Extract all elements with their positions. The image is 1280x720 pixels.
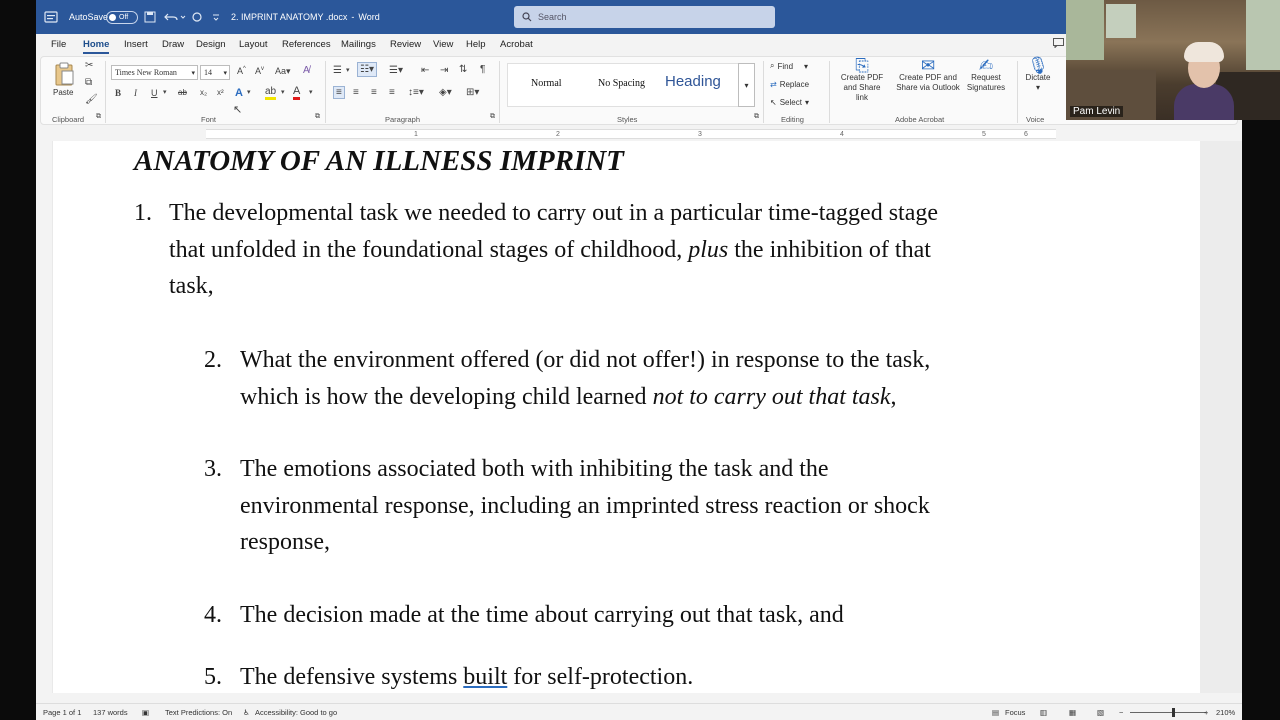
create-pdf-share-link-button[interactable] [837, 56, 887, 103]
print-layout-icon[interactable]: ▦ [1069, 708, 1077, 717]
select-label: Select [779, 98, 802, 107]
format-painter-icon[interactable]: 🖌 [85, 94, 98, 105]
vertical-scrollbar[interactable] [1200, 141, 1242, 693]
list-text-segment: that unfolded in the foundational stages of childhood, [169, 236, 689, 263]
list-text-line: environmental response, including an imprinted stress reaction or shock [240, 492, 930, 519]
styles-launcher-icon[interactable]: ⧉ [754, 113, 759, 120]
tab-design[interactable]: Design [196, 39, 226, 50]
mouse-cursor-icon: ↖ [233, 104, 243, 116]
list-text-line: The developmental task we needed to carry out in a particular time-tagged stage [169, 200, 939, 226]
ribbon-tabs [36, 34, 1242, 56]
create-pdf-line2: and Share link [843, 83, 881, 102]
paragraph-group-label: Paragraph [385, 115, 421, 124]
tab-layout[interactable]: Layout [239, 39, 268, 50]
request-line2: Signatures [966, 83, 1006, 92]
list-text-segment: The defensive systems [240, 664, 464, 690]
list-text-segment: for self-protection. [507, 664, 694, 690]
participant-name: Pam Levin [1070, 106, 1123, 117]
tab-acrobat[interactable]: Acrobat [500, 39, 533, 50]
webcam-thumbnail[interactable] [1066, 0, 1280, 120]
document-title: ANATOMY OF AN ILLNESS IMPRINT [134, 145, 624, 177]
bold-icon[interactable]: B [115, 88, 122, 98]
zoom-watermark: zoom [1100, 645, 1180, 683]
cut-icon[interactable]: ✂ [85, 60, 94, 71]
justify-icon[interactable]: ≡ [389, 87, 395, 98]
list-text-line: The emotions associated both with inhibiting the task and the [240, 456, 829, 482]
list-text-segment: the inhibition of that [728, 236, 931, 263]
horizontal-ruler[interactable] [36, 127, 1242, 141]
underline-icon[interactable]: U [151, 88, 158, 98]
document-area [36, 141, 1242, 693]
create-pdf-outlook-button[interactable] [893, 56, 963, 93]
web-layout-icon[interactable]: ▧ [1097, 708, 1105, 717]
change-case-icon[interactable]: Aa▾ [275, 66, 291, 76]
person-shoulders [1174, 84, 1234, 120]
superscript-icon[interactable]: x² [217, 88, 224, 97]
list-item [204, 597, 1084, 634]
create-pdf-line1: Create PDF [840, 73, 884, 82]
font-color-icon[interactable]: A [293, 86, 300, 100]
list-number: 1. [134, 200, 152, 226]
list-text-line: The decision made at the time about carrying out that task, and [240, 602, 844, 628]
select-button[interactable] [770, 98, 809, 107]
style-normal[interactable]: Normal [531, 78, 562, 89]
cursor-select-icon: ↖ [770, 98, 777, 107]
subscript-icon[interactable]: x₂ [200, 88, 208, 97]
replace-button[interactable] [770, 80, 809, 89]
list-item [204, 451, 1084, 561]
tab-help[interactable]: Help [466, 39, 486, 50]
tab-draw[interactable]: Draw [162, 39, 185, 50]
list-text-segment: which is how the developing child learned [240, 383, 653, 410]
chevron-down-icon: ▾ [804, 98, 809, 107]
list-text-segment: , [890, 383, 897, 410]
ruler-number: 4 [840, 131, 844, 138]
word-logo-icon [44, 0, 58, 34]
accessibility-status[interactable]: Accessibility: Good to go [255, 708, 338, 717]
copy-icon[interactable]: ⧉ [85, 77, 93, 88]
replace-label: Replace [779, 80, 810, 89]
vertical-ruler[interactable] [36, 141, 52, 693]
document-name: 2. IMPRINT ANATOMY .docx [231, 12, 348, 22]
list-text-line: What the environment offered (or did not offer!) in response to the task, [240, 347, 931, 373]
clipboard-group-label: Clipboard [52, 115, 85, 124]
create-outlook-line2: Share via Outlook [896, 83, 960, 92]
tab-mailings[interactable]: Mailings [341, 39, 376, 50]
editing-group-label: Editing [781, 115, 804, 124]
styles-gallery [507, 63, 755, 107]
paste-button[interactable] [53, 61, 75, 97]
list-text-emphasis: not to carry out that task [652, 383, 891, 410]
window-background [1106, 4, 1136, 38]
acrobat-group-label: Adobe Acrobat [895, 115, 945, 124]
italic-icon[interactable]: I [134, 88, 137, 98]
window-background [1066, 0, 1104, 60]
font-name-value: Times New Roman [115, 68, 177, 77]
search-icon: ⌕ [770, 61, 775, 70]
font-group-label: Font [201, 115, 217, 124]
show-formatting-icon[interactable]: ¶ [480, 64, 486, 75]
zoom-slider[interactable] [1130, 712, 1206, 713]
request-line1: Request [971, 73, 1001, 82]
decrease-indent-icon[interactable]: ⇤ [421, 65, 430, 76]
clear-formatting-icon[interactable]: A̸ [303, 65, 310, 76]
font-name-combo[interactable] [111, 65, 198, 80]
chevron-down-icon[interactable]: ▾ [163, 89, 167, 96]
tab-review[interactable]: Review [390, 39, 422, 50]
highlight-icon[interactable]: ab [265, 87, 276, 100]
list-text-line: response, [240, 529, 330, 556]
list-text-emphasis: plus [688, 236, 729, 263]
chevron-down-icon[interactable]: ▾ [247, 89, 251, 96]
styles-more-button[interactable] [738, 63, 755, 107]
tab-home[interactable]: Home [83, 39, 110, 50]
styles-group-label: Styles [617, 115, 638, 124]
find-label: Find [777, 61, 794, 71]
align-center-icon[interactable]: ≡ [353, 87, 359, 98]
dictate-button[interactable] [1019, 56, 1057, 93]
undo-icon[interactable] [164, 0, 178, 34]
find-button[interactable] [770, 61, 808, 71]
font-launcher-icon[interactable]: ⧉ [315, 113, 320, 120]
accessibility-icon[interactable]: ♿ [243, 708, 250, 717]
numbering-icon[interactable]: ☷▾ [357, 62, 377, 77]
clipboard-launcher-icon[interactable]: ⧉ [96, 113, 101, 120]
dictate-label: Dictate [1025, 73, 1051, 82]
chevron-down-icon: ▾ [191, 68, 195, 77]
focus-icon[interactable]: ▤ [992, 708, 1000, 717]
status-bar [36, 703, 1242, 720]
focus-button[interactable]: Focus [1005, 708, 1026, 717]
save-icon[interactable] [144, 0, 156, 34]
redo-icon[interactable] [191, 0, 203, 34]
font-size-value: 14 [204, 68, 212, 77]
paste-label: Paste [53, 88, 74, 97]
document-page[interactable] [53, 141, 1200, 693]
align-left-icon[interactable]: ≡ [333, 86, 345, 99]
list-text-underlined: built [463, 664, 508, 690]
comments-icon[interactable] [1053, 38, 1064, 51]
font-size-combo[interactable] [200, 65, 230, 80]
ruler-number: 1 [414, 131, 418, 138]
style-no-spacing[interactable]: No Spacing [598, 78, 645, 89]
chevron-down-icon: ▾ [804, 61, 809, 71]
chevron-down-icon[interactable]: ▾ [309, 89, 313, 96]
text-predictions[interactable]: Text Predictions: On [165, 708, 233, 717]
line-spacing-icon[interactable]: ↕≡▾ [408, 87, 424, 98]
page-count[interactable]: Page 1 of 1 [43, 708, 82, 717]
app-name: Word [358, 12, 380, 22]
undo-dropdown-icon[interactable] [180, 0, 186, 34]
chevron-down-icon: ▾ [744, 81, 749, 90]
replace-icon: ⇄ [770, 80, 777, 89]
clipboard-icon [53, 61, 75, 87]
signature-icon: ✍ [978, 56, 994, 75]
chevron-down-icon: ▾ [223, 68, 227, 77]
text-effects-icon[interactable]: A [235, 87, 243, 99]
list-number: 4. [204, 602, 222, 628]
ruler-number: 6 [1024, 131, 1028, 138]
chevron-down-icon: ▾ [1035, 83, 1040, 92]
create-outlook-line1: Create PDF and [899, 73, 957, 82]
autosave-label: AutoSave [69, 12, 109, 22]
ribbon [40, 56, 1238, 125]
list-number: 5. [204, 664, 222, 690]
request-signatures-button[interactable] [963, 56, 1009, 93]
list-number: 3. [204, 456, 222, 482]
zoom-out-icon[interactable]: − [1119, 708, 1124, 717]
paragraph-launcher-icon[interactable]: ⧉ [490, 113, 495, 120]
proofing-icon[interactable]: ▣ [142, 708, 150, 717]
autosave-toggle[interactable] [102, 0, 138, 34]
word-count[interactable]: 137 words [93, 708, 128, 717]
chevron-down-icon[interactable]: ▾ [346, 67, 350, 74]
person-hair [1184, 42, 1224, 62]
word-window [36, 0, 1242, 720]
align-right-icon[interactable]: ≡ [371, 87, 377, 98]
search-icon [522, 12, 532, 22]
tab-references[interactable]: References [282, 39, 331, 50]
pdf-mail-icon: ✉ [920, 56, 936, 75]
shading-icon[interactable]: ◈▾ [439, 87, 452, 98]
zoom-in-icon[interactable]: + [1204, 708, 1209, 717]
list-item [204, 342, 1084, 417]
grow-font-icon[interactable]: A^ [237, 66, 246, 76]
tab-file[interactable]: File [51, 39, 67, 50]
chevron-down-icon[interactable]: ▾ [281, 89, 285, 96]
voice-group-label: Voice [1026, 115, 1045, 124]
list-item [204, 659, 1084, 696]
search-box[interactable] [514, 6, 775, 28]
list-item [134, 195, 1084, 305]
microphone-icon: 🎙 [1027, 56, 1049, 75]
list-number: 2. [204, 347, 222, 373]
tab-insert[interactable]: Insert [124, 39, 148, 50]
tab-view[interactable]: View [433, 39, 454, 50]
window-background [1246, 0, 1280, 70]
read-mode-icon[interactable]: ▥ [1040, 708, 1048, 717]
customize-toolbar-icon[interactable] [212, 0, 220, 34]
shrink-font-icon[interactable]: $A^v$ [255, 66, 265, 76]
search-placeholder: Search [538, 12, 567, 22]
zoom-level[interactable]: 210% [1216, 708, 1236, 717]
screen-edge [1242, 120, 1280, 720]
sort-icon[interactable]: ⇅ [459, 64, 468, 75]
ruler-number: 3 [698, 131, 702, 138]
autosave-state: Off [119, 13, 129, 21]
ruler-number: 2 [556, 131, 560, 138]
list-text-line: task, [169, 273, 214, 300]
multilevel-list-icon[interactable]: ☰▾ [389, 65, 403, 76]
strikethrough-icon[interactable]: ab [178, 88, 187, 97]
title-bar: AutoSave Off 2. IMPRINT ANATOMY .docx - Word Search [36, 0, 1242, 34]
borders-icon[interactable]: ⊞▾ [466, 87, 480, 98]
increase-indent-icon[interactable]: ⇥ [440, 65, 449, 76]
bullets-icon[interactable]: ☰ [333, 65, 342, 76]
pdf-link-icon: ⎘ [855, 56, 869, 75]
zoom-slider-thumb[interactable] [1172, 708, 1175, 717]
style-heading[interactable]: Heading [665, 73, 721, 90]
ruler-number: 5 [982, 131, 986, 138]
